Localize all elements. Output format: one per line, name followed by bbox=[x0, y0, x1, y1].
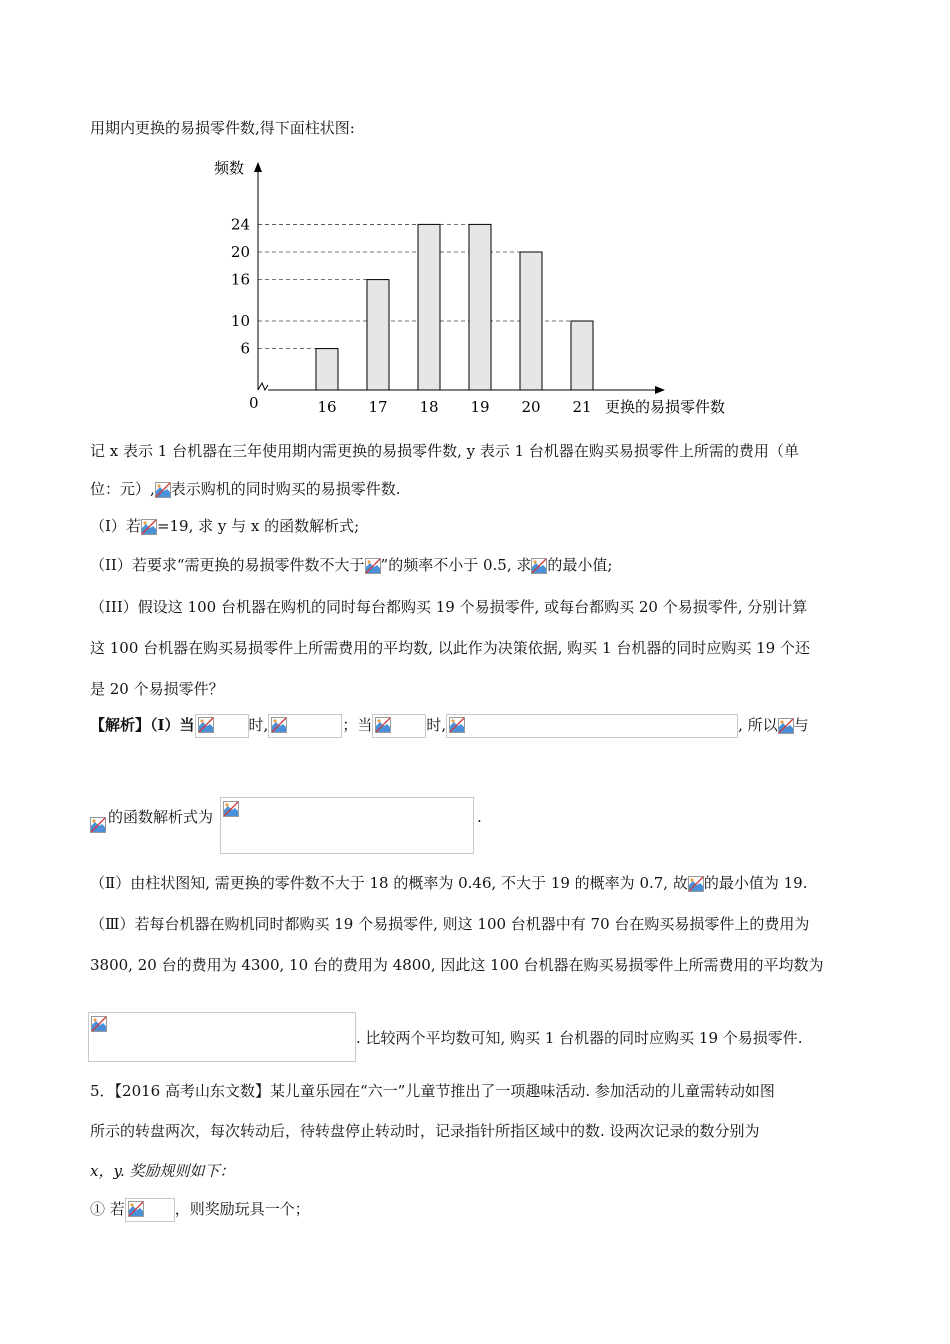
r1-a: ① 若 bbox=[90, 1200, 125, 1218]
question-3-line-1: （III）假设这 100 台机器在购机的同时每台都购买 19 个易损零件, 或每台都购买 20 个易损零件, 分别计算 bbox=[90, 598, 808, 616]
solution-line-1 bbox=[90, 714, 809, 738]
bar-chart bbox=[210, 150, 750, 425]
sol-e: , 所以 bbox=[738, 716, 778, 734]
x-tick-label: 20 bbox=[521, 398, 541, 416]
para-1: 记 x 表示 1 台机器在三年使用期内需更换的易损零件数, y 表示 1 台机器在购买易损零件上所需的费用（单 bbox=[90, 442, 799, 460]
x-axis-arrow bbox=[655, 386, 665, 394]
x-tick-label: 18 bbox=[419, 398, 439, 416]
sol-f: 与 bbox=[793, 716, 809, 734]
y-axis-arrow bbox=[254, 162, 262, 172]
formula-image-large bbox=[88, 1012, 356, 1062]
bar-16 bbox=[316, 349, 338, 390]
q2-c: 的最小值; bbox=[547, 556, 613, 574]
formula-image bbox=[268, 714, 342, 738]
sol2-a: 的函数解析式为 bbox=[108, 808, 214, 826]
solution-3-line-1: （Ⅲ）若每台机器在购机同时都购买 19 个易损零件, 则这 100 台机器中有 70 台在购买易损零件上的费用为 bbox=[90, 915, 810, 933]
sol-a: 【解析】（I）当 bbox=[90, 716, 195, 734]
x-tick-label: 19 bbox=[470, 398, 490, 416]
q2-a: （II）若要求“需更换的易损零件数不大于 bbox=[90, 556, 365, 574]
question-1 bbox=[90, 516, 359, 536]
intro-text: 用期内更换的易损零件数,得下面柱状图: bbox=[90, 119, 355, 137]
broken-image-icon bbox=[155, 482, 171, 498]
bar-20 bbox=[520, 252, 542, 390]
r1-b: ，则奖励玩具一个； bbox=[174, 1200, 310, 1218]
para-2 bbox=[90, 479, 401, 499]
x-tick-label: 21 bbox=[572, 398, 592, 416]
formula-image bbox=[372, 714, 426, 738]
para-2b: 表示购机的同时购买的易损零件数. bbox=[170, 480, 401, 498]
broken-image-icon bbox=[531, 558, 547, 574]
question-3-line-3: 是 20 个易损零件？ bbox=[90, 680, 224, 698]
axis-break bbox=[258, 383, 268, 390]
broken-image-icon bbox=[778, 718, 794, 734]
origin-label: 0 bbox=[249, 394, 259, 412]
rule-1 bbox=[90, 1198, 310, 1222]
x-tick-label: 17 bbox=[368, 398, 388, 416]
formula-image-large bbox=[220, 797, 474, 854]
formula-image bbox=[125, 1198, 175, 1222]
bar-18 bbox=[418, 224, 440, 390]
bar-17 bbox=[367, 280, 389, 390]
broken-image-icon bbox=[90, 817, 106, 833]
problem-5-line-2: 所示的转盘两次，每次转动后，待转盘停止转动时，记录指针所指区域中的数. 设两次记录的数分别为 bbox=[90, 1122, 760, 1140]
y-axis-label: 频数 bbox=[214, 159, 245, 177]
bar-21 bbox=[571, 321, 593, 390]
problem-5-line-3: x，y. 奖励规则如下： bbox=[90, 1162, 235, 1180]
s2-b: 的最小值为 19. bbox=[703, 874, 808, 892]
broken-image-icon bbox=[365, 558, 381, 574]
broken-image-icon bbox=[141, 519, 157, 535]
s3-l3: . 比较两个平均数可知, 购买 1 台机器的同时应购买 19 个易损零件. bbox=[356, 1029, 803, 1047]
q1-b: =19, 求 y 与 x 的函数解析式; bbox=[156, 517, 360, 535]
y-tick-label: 10 bbox=[230, 312, 250, 330]
y-tick-label: 24 bbox=[230, 215, 250, 234]
s2-a: （Ⅱ）由柱状图知, 需更换的零件数不大于 18 的概率为 0.46, 不大于 19 的概率为 0.7, 故 bbox=[90, 874, 688, 892]
solution-2 bbox=[90, 873, 807, 893]
sol-b: 时, bbox=[248, 716, 269, 734]
y-tick-label: 16 bbox=[230, 270, 250, 289]
sol2-b: . bbox=[477, 808, 482, 826]
x-axis-label: 更换的易损零件数 bbox=[605, 398, 726, 416]
broken-image-icon bbox=[688, 876, 704, 892]
q1-a: （I）若 bbox=[90, 517, 141, 535]
y-tick-label: 6 bbox=[240, 339, 250, 358]
problem-5-line-1: 5．【2016 高考山东文数】某儿童乐园在“六一”儿童节推出了一项趣味活动. 参加活动的儿童需转动如图 bbox=[90, 1082, 775, 1100]
question-3-line-2: 这 100 台机器在购买易损零件上所需费用的平均数, 以此作为决策依据, 购买 1 台机器的同时应购买 19 个还 bbox=[90, 639, 810, 657]
formula-image bbox=[195, 714, 249, 738]
sol-c: ；当 bbox=[342, 716, 373, 734]
sol-d: 时, bbox=[426, 716, 447, 734]
solution-3-line-2: 3800, 20 台的费用为 4300, 10 台的费用为 4800, 因此这 100 台机器在购买易损零件上所需费用的平均数为 bbox=[90, 956, 824, 974]
para-2a: 位：元）, bbox=[90, 480, 155, 498]
y-tick-label: 20 bbox=[230, 243, 250, 261]
x-tick-label: 16 bbox=[317, 398, 337, 416]
q2-b: ”的频率不小于 0.5, 求 bbox=[380, 556, 532, 574]
question-2 bbox=[90, 555, 612, 575]
formula-image bbox=[446, 714, 738, 738]
bar-19 bbox=[469, 224, 491, 390]
